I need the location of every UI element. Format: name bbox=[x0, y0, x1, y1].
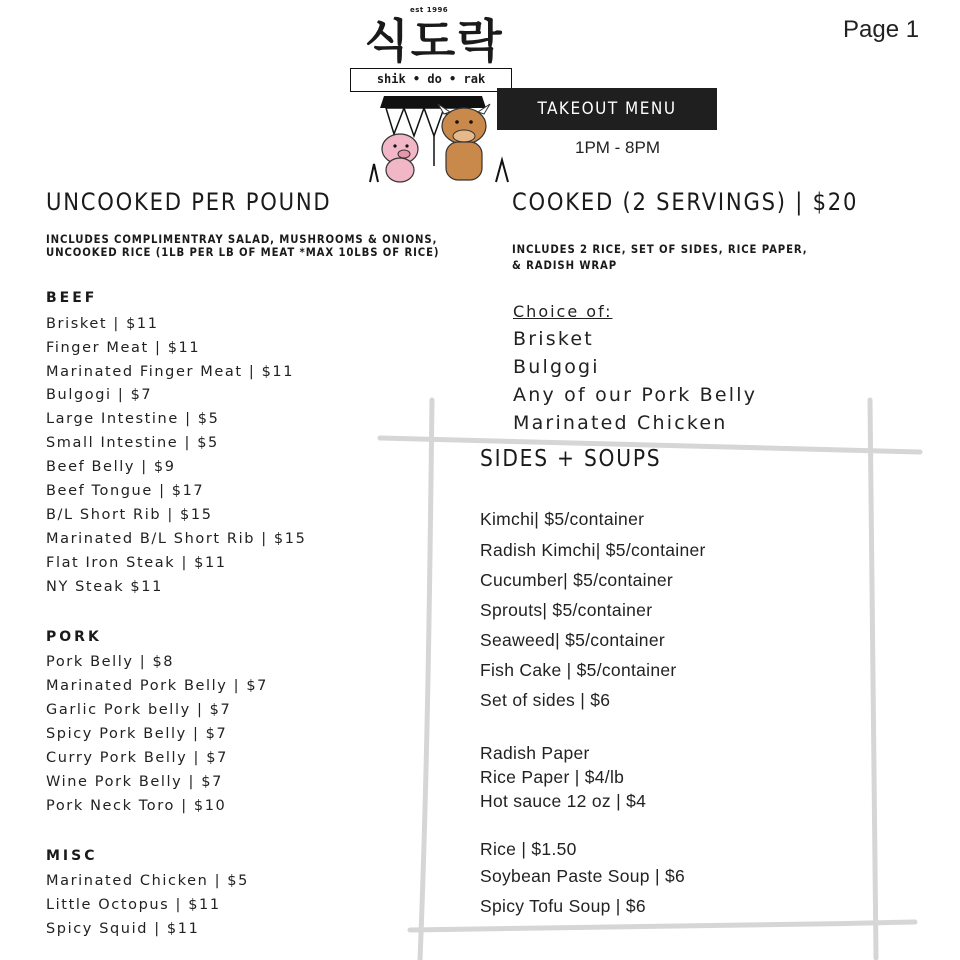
beef-item: Beef Belly | $9 bbox=[46, 459, 176, 475]
uncooked-note-line2: UNCOOKED RICE (1LB PER LB OF MEAT *MAX 10LBS OF RICE) bbox=[46, 245, 440, 259]
side-item: Radish Kimchi| $5/container bbox=[480, 540, 706, 560]
pork-item: Curry Pork Belly | $7 bbox=[46, 750, 228, 766]
beef-item: Bulgogi | $7 bbox=[46, 387, 153, 403]
restaurant-logo bbox=[350, 6, 518, 186]
pork-category-title: PORK bbox=[46, 629, 102, 645]
cooked-note-line2: & RADISH WRAP bbox=[512, 258, 618, 272]
pig-and-cow-mascot-icon bbox=[364, 94, 514, 184]
soup-item: Spicy Tofu Soup | $6 bbox=[480, 896, 646, 916]
side-item: Sprouts| $5/container bbox=[480, 600, 653, 620]
side-item: Kimchi| $5/container bbox=[480, 509, 645, 529]
choice-of-label: Choice of: bbox=[513, 302, 613, 321]
extra-item: Hot sauce 12 oz | $4 bbox=[480, 791, 647, 811]
extra-item: Rice Paper | $4/lb bbox=[480, 767, 625, 787]
misc-item: Marinated Chicken | $5 bbox=[46, 873, 249, 889]
pork-item: Wine Pork Belly | $7 bbox=[46, 774, 223, 790]
beef-item: NY Steak $11 bbox=[46, 579, 163, 595]
pork-item: Garlic Pork belly | $7 bbox=[46, 702, 232, 718]
side-item: Cucumber| $5/container bbox=[480, 570, 674, 590]
side-item: Fish Cake | $5/container bbox=[480, 660, 677, 680]
beef-item: Flat Iron Steak | $11 bbox=[46, 555, 227, 571]
cooked-heading: COOKED (2 SERVINGS) | $20 bbox=[512, 188, 859, 216]
extra-item: Radish Paper bbox=[480, 743, 590, 763]
beef-item: B/L Short Rib | $15 bbox=[46, 507, 213, 523]
misc-category-title: MISC bbox=[46, 848, 98, 864]
misc-item: Little Octopus | $11 bbox=[46, 897, 221, 913]
beef-category-title: BEEF bbox=[46, 290, 98, 306]
cooked-choice-item: Any of our Pork Belly bbox=[513, 384, 758, 406]
pork-item: Pork Neck Toro | $10 bbox=[46, 798, 227, 814]
hours-text: 1PM - 8PM bbox=[575, 138, 661, 157]
beef-item: Marinated Finger Meat | $11 bbox=[46, 364, 295, 380]
beef-item: Small Intestine | $5 bbox=[46, 435, 219, 451]
page-number: Page 1 bbox=[843, 16, 920, 43]
beef-item: Marinated B/L Short Rib | $15 bbox=[46, 531, 307, 547]
misc-item: Spicy Squid | $11 bbox=[46, 921, 200, 937]
sides-soups-heading: SIDES + SOUPS bbox=[480, 446, 662, 472]
beef-item: Beef Tongue | $17 bbox=[46, 483, 205, 499]
beef-item: Finger Meat | $11 bbox=[46, 340, 201, 356]
uncooked-heading: UNCOOKED PER POUND bbox=[46, 188, 332, 216]
uncooked-note-line1: INCLUDES COMPLIMENTRAY SALAD, MUSHROOMS & ONIONS, bbox=[46, 232, 438, 246]
pork-item: Pork Belly | $8 bbox=[46, 654, 175, 670]
side-item: Set of sides | $6 bbox=[480, 690, 611, 710]
logo-korean-name: 식도락 bbox=[364, 14, 504, 68]
pork-item: Marinated Pork Belly | $7 bbox=[46, 678, 269, 694]
beef-item: Large Intestine | $5 bbox=[46, 411, 220, 427]
cooked-note-line1: INCLUDES 2 RICE, SET OF SIDES, RICE PAPER, bbox=[512, 242, 808, 256]
beef-item: Brisket | $11 bbox=[46, 316, 159, 332]
cooked-choice-item: Marinated Chicken bbox=[513, 412, 728, 434]
cooked-choice-item: Bulgogi bbox=[513, 356, 600, 378]
logo-est-text: est 1996 bbox=[410, 6, 449, 14]
soup-item: Rice | $1.50 bbox=[480, 839, 577, 859]
side-item: Seaweed| $5/container bbox=[480, 630, 665, 650]
soup-item: Soybean Paste Soup | $6 bbox=[480, 866, 686, 886]
pork-item: Spicy Pork Belly | $7 bbox=[46, 726, 228, 742]
cooked-choice-item: Brisket bbox=[513, 328, 594, 350]
takeout-menu-badge: TAKEOUT MENU bbox=[497, 88, 717, 130]
logo-romanized-name: shik • do • rak bbox=[350, 68, 512, 92]
